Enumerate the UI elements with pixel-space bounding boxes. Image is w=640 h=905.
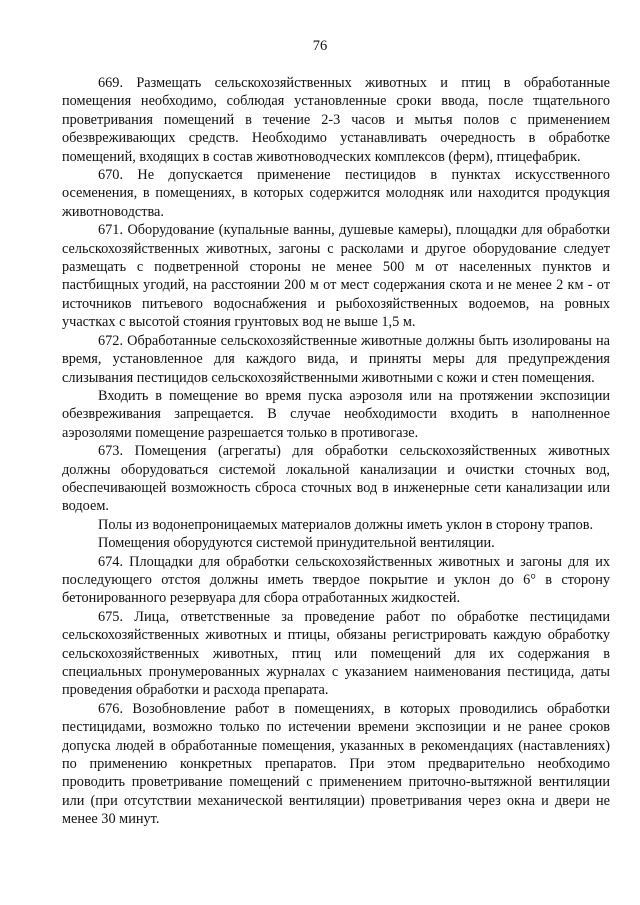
page-number: 76 — [312, 38, 328, 54]
paragraph-671: 671. Оборудование (купальные ванны, душевые камеры), площадки для обработки сельскохозяйственных животных, загоны с расколами и другое оборудование следует размещать с подветренной стороны не менее 500 м от населенных пунктов и пастбищных угодий, на расстоянии 200 м от мест содержания скота и не менее 2 км - от источников питьевого водоснабжения и рыбохозяйственных водоемов, на ровных участках с высотой стояния грунтовых вод не выше 1,5 м. — [62, 222, 610, 331]
paragraph-669: 669. Размещать сельскохозяйственных животных и птиц в обработанные помещения необходимо, соблюдая установленные сроки ввода, после тщательного проветривания помещений в течение 2-3 часов и мытья полов с применением обезвреживающих средств. Необходимо устанавливать очередность в обработке помещений, входящих в состав животноводческих комплексов (ферм), птицефабрик. — [62, 75, 610, 165]
paragraph-673: 673. Помещения (агрегаты) для обработки сельскохозяйственных животных должны оборудоваться системой локальной канализации и очистки сточных вод, обеспечивающей возможность сброса сточных вод в инженерные сети канализации или водоем. — [62, 443, 610, 515]
paragraph-676: 676. Возобновление работ в помещениях, в которых проводились обработки пестицидами, возможно только по истечении времени экспозиции и не ранее сроков допуска людей в обработанные помещения, указанных в рекомендациях (наставлениях) по применению конкретных препаратов. При этом предварительно необходимо проводить проветривание помещений с применением приточно-вытяжной вентиляции или (при отсутствии механической вентиляции) проветривания через окна и двери не менее 30 минут. — [62, 700, 610, 828]
paragraph-675: 675. Лица, ответственные за проведение работ по обработке пестицидами сельскохозяйственных животных и птицы, обязаны регистрировать каждую обработку сельскохозяйственных животных, птиц или помещений для их содержания в специальных пронумерованных журналах с указанием наименования пестицида, даты проведения обработки и расхода препарата. — [62, 608, 610, 699]
document-body — [62, 74, 610, 829]
paragraph-670: 670. Не допускается применение пестицидов в пунктах искусственного осеменения, в помещениях, в которых содержится молодняк или находится продукция животноводства. — [62, 167, 610, 220]
paragraph-674: 674. Площадки для обработки сельскохозяйственных животных и загоны для их последующего отстоя должны иметь твердое покрытие и уклон до 6° в сторону бетонированного резервуара для сбора отработанных жидкостей. — [62, 553, 610, 607]
paragraph-672-aerosol: Входить в помещение во время пуска аэрозоля или на протяжении экспозиции обезвреживания запрещается. В случае необходимости входить в наполненное аэрозолями помещение разрешается только в противогазе. — [62, 387, 610, 441]
paragraph-673-floors: Полы из водонепроницаемых материалов должны иметь уклон в сторону трапов. — [98, 516, 594, 533]
paragraph-672: 672. Обработанные сельскохозяйственные животные должны быть изолированы на время, установленное для каждого вида, и приняты меры для предупреждения слизывания пестицидов сельскохозяйственными животными с кожи и стен помещения. — [62, 332, 610, 386]
paragraph-673-ventilation: Помещения оборудуются системой принудительной вентиляции. — [98, 535, 495, 552]
